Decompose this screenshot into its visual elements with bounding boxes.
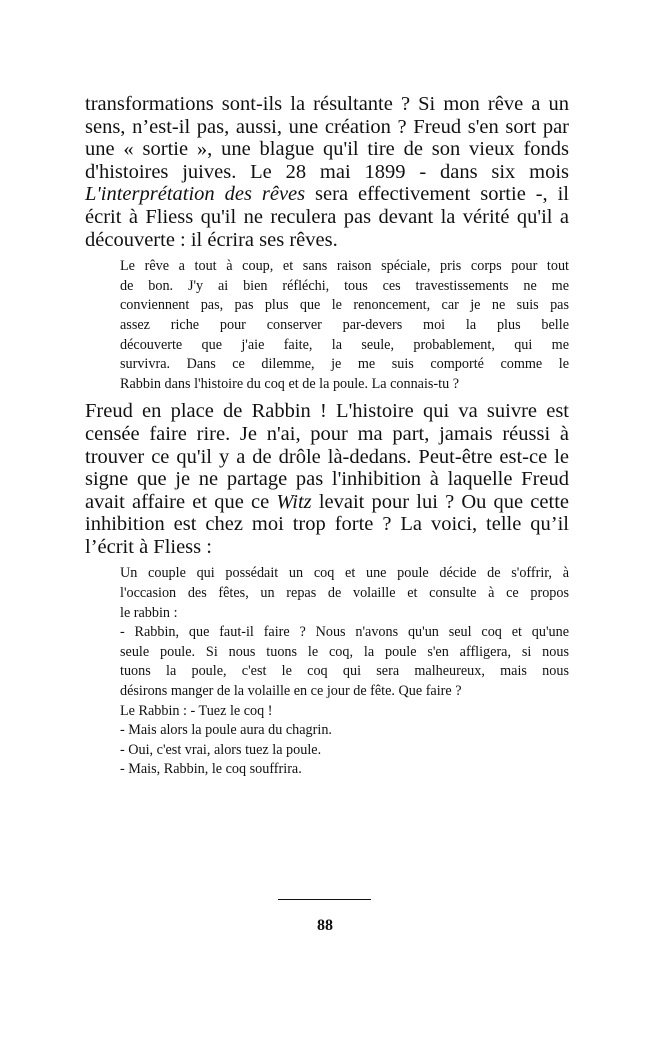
block-quote-rabbin-story — [120, 564, 569, 780]
page-text-column — [85, 93, 569, 780]
text-line: - Oui, c'est vrai, alors tuez la poule. — [120, 741, 322, 758]
text-line: l'occasion des fêtes, un repas de volaille et consulte à ce propos — [120, 585, 569, 602]
text-line: de bon. J'y ai bien réfléchi, tous ces travestissements ne me — [120, 277, 569, 294]
text-line: signe que je ne partage pas l'inhibition à laquelle Freud — [85, 468, 569, 491]
text-line: l’écrit à Fliess : — [85, 535, 212, 558]
italic-title: Witz — [276, 490, 312, 513]
text-line: transformations sont-ils la résultante ? Si mon rêve a un — [85, 93, 569, 115]
text-line: découverte que j'aie faite, la seule, probablement, qui me — [120, 336, 569, 353]
text-line: survivra. Dans ce dilemme, je me suis comporté comme le — [120, 356, 569, 373]
text-line: - Mais alors la poule aura du chagrin. — [120, 722, 332, 739]
text-line: Freud en place de Rabbin ! L'histoire qui va suivre est — [85, 400, 569, 423]
text-line: trouver ce qu'il y a de drôle là-dedans. Peut-être est-ce le — [85, 445, 569, 468]
text-line: censée faire rire. Je n'ai, pour ma part, jamais réussi à — [85, 422, 569, 445]
body-paragraph-1 — [85, 93, 569, 251]
text-line: avait affaire et que ce Witz levait pour lui ? Ou que cette — [85, 490, 569, 513]
text-line: - Rabbin, que faut-il faire ? Nous n'avons qu'un seul coq et qu'une — [120, 624, 569, 641]
text-line: Le rêve a tout à coup, et sans raison spéciale, pris corps pour tout — [120, 258, 569, 275]
text-line: le rabbin : — [120, 604, 178, 621]
text-line: - Mais, Rabbin, le coq souffrira. — [120, 761, 302, 778]
text-line: Rabbin dans l'histoire du coq et de la poule. La connais-tu ? — [120, 375, 460, 392]
body-paragraph-2 — [85, 400, 569, 558]
text-line: écrit à Fliess qu'il ne reculera pas devant la vérité qu'il a — [85, 205, 569, 228]
text-line: découverte : il écrira ses rêves. — [85, 228, 338, 251]
text-line: L'interprétation des rêves sera effectivement sortie -, il — [85, 183, 570, 206]
italic-title: L'interprétation des rêves — [85, 183, 306, 206]
block-quote-freud-letter — [120, 257, 569, 394]
text-line: désirons manger de la volaille en ce jour de fête. Que faire ? — [120, 683, 462, 700]
text-line: tuons la poule, c'est le coq qui sera malheureux, mais nous — [120, 663, 569, 680]
page-number: 88 — [317, 917, 333, 934]
text-line: assez riche pour conserver par-devers moi la plus belle — [120, 316, 569, 333]
text-line: d'histoires juives. Le 28 mai 1899 - dans six mois — [85, 160, 569, 183]
text-line: une « sortie », une blague qu'il tire de son vieux fonds — [85, 138, 569, 161]
text-line: sens, n’est-il pas, aussi, une création ? Freud s'en sort par — [85, 115, 569, 138]
text-line: seule poule. Si nous tuons le coq, la poule s'en affligera, si nous — [120, 643, 569, 660]
footer-divider — [278, 899, 371, 900]
text-line: inhibition est chez moi trop forte ? La voici, telle qu’il — [85, 513, 569, 536]
text-line: conviennent pas, pas plus que le renoncement, car je ne suis pas — [120, 297, 569, 314]
text-line: Un couple qui possédait un coq et une poule décide de s'offrir, à — [120, 565, 569, 582]
text-line: Le Rabbin : - Tuez le coq ! — [120, 702, 273, 719]
